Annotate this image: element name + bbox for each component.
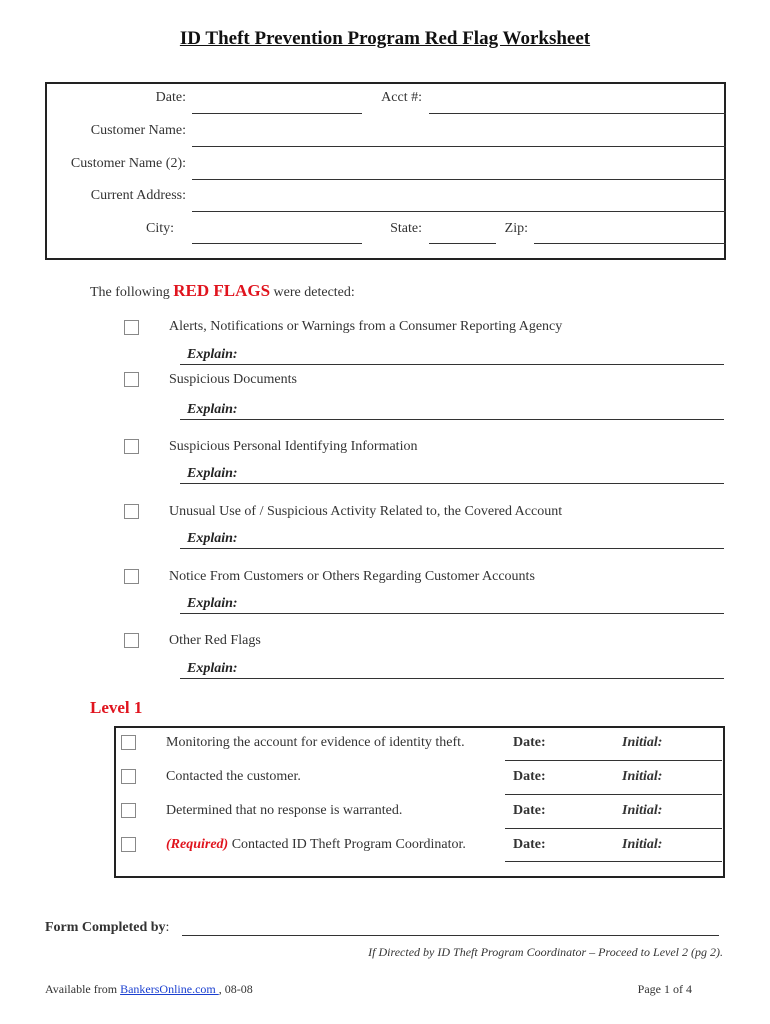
acct-label: Acct #:	[381, 90, 422, 105]
city-field[interactable]	[192, 243, 362, 244]
customer-name2-field[interactable]	[192, 179, 726, 180]
city-label: City:	[145, 221, 174, 236]
red-flag-item-5: Notice From Customers or Others Regarding Customer Accounts	[169, 569, 535, 584]
available-from	[45, 982, 253, 997]
explain-field-2[interactable]	[180, 419, 724, 420]
level1-line-4[interactable]	[505, 861, 722, 862]
level1-date-label-1: Date:	[513, 735, 546, 750]
red-flags-intro	[90, 281, 355, 301]
customer-name-label: Customer Name:	[90, 123, 186, 138]
explain-label-4: Explain:	[187, 531, 238, 546]
level1-heading: Level 1	[90, 698, 143, 717]
customer-name-field[interactable]	[192, 146, 726, 147]
form-completed-label: Form Completed by	[45, 920, 166, 935]
level1-item-4	[166, 837, 466, 853]
date-label: Date:	[155, 90, 186, 105]
red-flag-item-2: Suspicious Documents	[169, 372, 297, 387]
level1-checkbox-1[interactable]	[121, 735, 136, 750]
level1-date-label-3: Date:	[513, 803, 546, 818]
state-field[interactable]	[429, 243, 496, 244]
level1-item-1: Monitoring the account for evidence of identity theft.	[166, 735, 465, 750]
red-flag-item-4: Unusual Use of / Suspicious Activity Related to, the Covered Account	[169, 504, 563, 519]
available-suffix: , 08-08	[218, 982, 253, 996]
explain-field-4[interactable]	[180, 548, 724, 549]
level1-item-2: Contacted the customer.	[166, 769, 301, 784]
level1-initial-label-1: Initial:	[622, 735, 663, 750]
explain-field-1[interactable]	[180, 364, 724, 365]
level1-initial-label-2: Initial:	[622, 769, 663, 784]
state-label: State:	[390, 221, 422, 236]
form-completed	[45, 920, 169, 936]
current-address-field[interactable]	[192, 211, 726, 212]
level1-checkbox-2[interactable]	[121, 769, 136, 784]
level1-checkbox-4[interactable]	[121, 837, 136, 852]
explain-label-1: Explain:	[187, 347, 238, 362]
customer-name2-label: Customer Name (2):	[70, 156, 186, 171]
red-flag-item-6: Other Red Flags	[169, 633, 261, 648]
red-flag-checkbox-3[interactable]	[124, 439, 139, 454]
level1-line-3[interactable]	[505, 828, 722, 829]
explain-label-6: Explain:	[187, 661, 238, 676]
red-flag-checkbox-2[interactable]	[124, 372, 139, 387]
explain-label-5: Explain:	[187, 596, 238, 611]
available-prefix: Available from	[45, 982, 121, 996]
explain-label-2: Explain:	[187, 402, 238, 417]
zip-field[interactable]	[534, 243, 726, 244]
bankersonline-link[interactable]: BankersOnline.com	[120, 982, 219, 996]
form-completed-colon: :	[165, 920, 170, 935]
red-flags-highlight: RED FLAGS	[173, 281, 271, 300]
level1-line-2[interactable]	[505, 794, 722, 795]
red-flag-checkbox-6[interactable]	[124, 633, 139, 648]
intro-suffix: were detected:	[273, 285, 355, 300]
red-flag-checkbox-5[interactable]	[124, 569, 139, 584]
date-field[interactable]	[192, 113, 362, 114]
level1-line-1[interactable]	[505, 760, 722, 761]
level1-initial-label-4: Initial:	[622, 837, 663, 852]
level1-date-label-2: Date:	[513, 769, 546, 784]
required-label: (Required)	[166, 837, 229, 852]
explain-label-3: Explain:	[187, 466, 238, 481]
explain-field-3[interactable]	[180, 483, 724, 484]
directed-note: If Directed by ID Theft Program Coordinator – Proceed to Level 2 (pg 2).	[368, 945, 723, 959]
red-flag-item-1: Alerts, Notifications or Warnings from a Consumer Reporting Agency	[169, 319, 563, 334]
level1-date-label-4: Date:	[513, 837, 546, 852]
acct-field[interactable]	[429, 113, 726, 114]
level1-item-4-text: Contacted ID Theft Program Coordinator.	[231, 837, 466, 852]
red-flag-checkbox-4[interactable]	[124, 504, 139, 519]
level1-checkbox-3[interactable]	[121, 803, 136, 818]
level1-initial-label-3: Initial:	[622, 803, 663, 818]
page-title: ID Theft Prevention Program Red Flag Worksheet	[179, 28, 591, 49]
page-number: Page 1 of 4	[637, 982, 692, 996]
zip-label: Zip:	[504, 221, 528, 236]
form-completed-field[interactable]	[182, 935, 719, 936]
red-flag-item-3: Suspicious Personal Identifying Information	[169, 439, 418, 454]
explain-field-6[interactable]	[180, 678, 724, 679]
intro-prefix: The following	[90, 285, 170, 300]
explain-field-5[interactable]	[180, 613, 724, 614]
red-flag-checkbox-1[interactable]	[124, 320, 139, 335]
level1-item-3: Determined that no response is warranted.	[166, 803, 403, 818]
current-address-label: Current Address:	[90, 188, 186, 203]
